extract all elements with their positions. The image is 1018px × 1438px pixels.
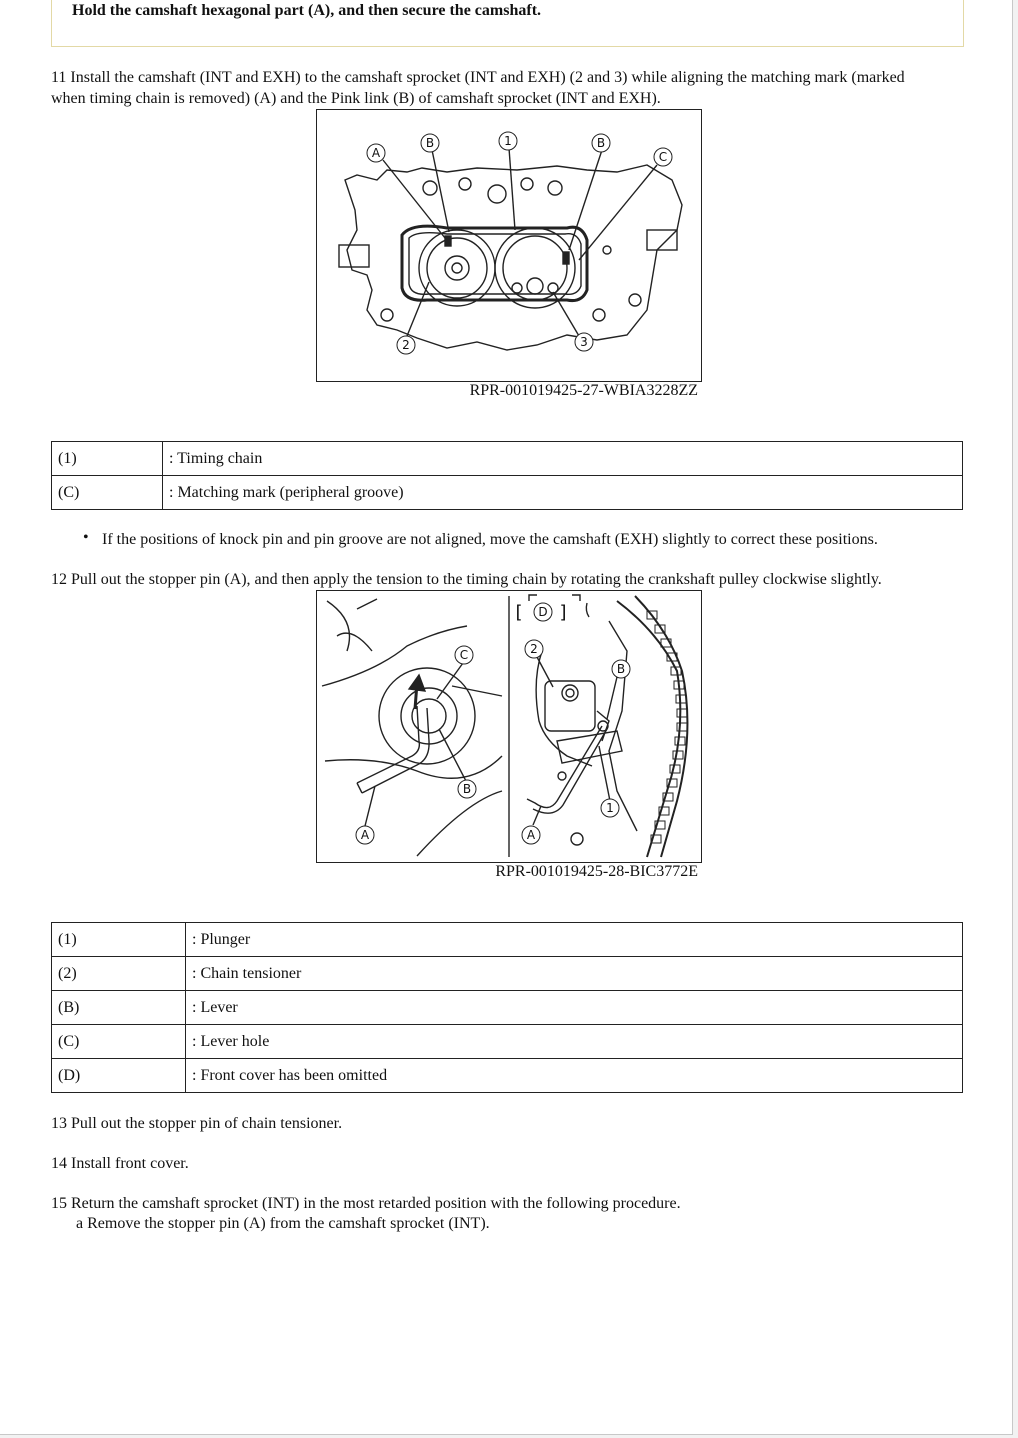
- legend-value: : Timing chain: [163, 442, 963, 476]
- legend-key: (D): [52, 1059, 186, 1093]
- figure-1-caption: RPR-001019425-27-WBIA3228ZZ: [469, 382, 698, 399]
- legend-value: : Lever: [186, 991, 963, 1025]
- fig2-bracket-right: ]: [559, 602, 567, 623]
- table-row: [52, 991, 963, 1025]
- fig2-label-d: D: [538, 605, 548, 619]
- fig2-label-a-right: A: [526, 828, 536, 842]
- bullet-dot: •: [83, 529, 89, 546]
- legend-key: (1): [52, 923, 186, 957]
- step-15-text: 15 Return the camshaft sprocket (INT) in the most retarded position with the following procedure.: [51, 1195, 681, 1212]
- legend-value: : Lever hole: [186, 1025, 963, 1059]
- table-row: [52, 1059, 963, 1093]
- camshaft-sprocket-diagram: [317, 110, 701, 381]
- note-text: Hold the camshaft hexagonal part (A), and then secure the camshaft.: [72, 2, 542, 19]
- legend-table-1: [51, 441, 963, 510]
- legend-value: : Front cover has been omitted: [186, 1059, 963, 1093]
- table-row: [52, 923, 963, 957]
- fig1-label-2: 2: [402, 338, 410, 352]
- fig2-label-c: C: [459, 648, 469, 662]
- fig1-label-1: 1: [504, 134, 512, 148]
- chain-tensioner-diagram: [317, 591, 701, 862]
- fig1-label-b-left: B: [425, 136, 435, 150]
- table-row: [52, 957, 963, 991]
- fig2-label-b-left: B: [462, 782, 472, 796]
- legend-key: (2): [52, 957, 186, 991]
- legend-key: (1): [52, 442, 163, 476]
- fig1-label-a: A: [371, 146, 381, 160]
- legend-table-2: [51, 922, 963, 1093]
- step-12-text: 12 Pull out the stopper pin (A), and then apply the tension to the timing chain by rotating the crankshaft pulley clockwise slightly.: [51, 571, 882, 588]
- bullet-note: If the positions of knock pin and pin groove are not aligned, move the camshaft (EXH) slightly to correct these positions.: [102, 531, 878, 548]
- legend-value: : Chain tensioner: [186, 957, 963, 991]
- step-11-line-2: when timing chain is removed) (A) and the Pink link (B) of camshaft sprocket (INT and EXH).: [51, 90, 661, 107]
- legend-value: : Plunger: [186, 923, 963, 957]
- figure-2-caption: RPR-001019425-28-BIC3772E: [495, 863, 698, 880]
- step-15-sub-a: a Remove the stopper pin (A) from the camshaft sprocket (INT).: [76, 1215, 490, 1232]
- fig1-label-3: 3: [580, 335, 588, 349]
- legend-key: (C): [52, 476, 163, 510]
- table-row: [52, 442, 963, 476]
- figure-camshaft-sprockets: [316, 109, 702, 382]
- table-row: [52, 476, 963, 510]
- step-14-text: 14 Install front cover.: [51, 1155, 189, 1172]
- fig1-label-b-right: B: [596, 136, 606, 150]
- note-box: [51, 0, 964, 47]
- table-row: [52, 1025, 963, 1059]
- step-13-text: 13 Pull out the stopper pin of chain tensioner.: [51, 1115, 343, 1132]
- fig1-label-c: C: [658, 150, 668, 164]
- legend-value: : Matching mark (peripheral groove): [163, 476, 963, 510]
- figure-chain-tensioner: [316, 590, 702, 863]
- step-11-line-1: 11 Install the camshaft (INT and EXH) to the camshaft sprocket (INT and EXH) (2 and 3) while aligning the matching mark (marked: [51, 69, 905, 86]
- fig2-bracket-left: [: [515, 602, 523, 623]
- legend-key: (C): [52, 1025, 186, 1059]
- fig2-label-a-left: A: [360, 828, 370, 842]
- fig2-label-2: 2: [530, 642, 538, 656]
- fig2-label-b-right: B: [616, 662, 626, 676]
- fig2-label-1: 1: [606, 801, 614, 815]
- legend-key: (B): [52, 991, 186, 1025]
